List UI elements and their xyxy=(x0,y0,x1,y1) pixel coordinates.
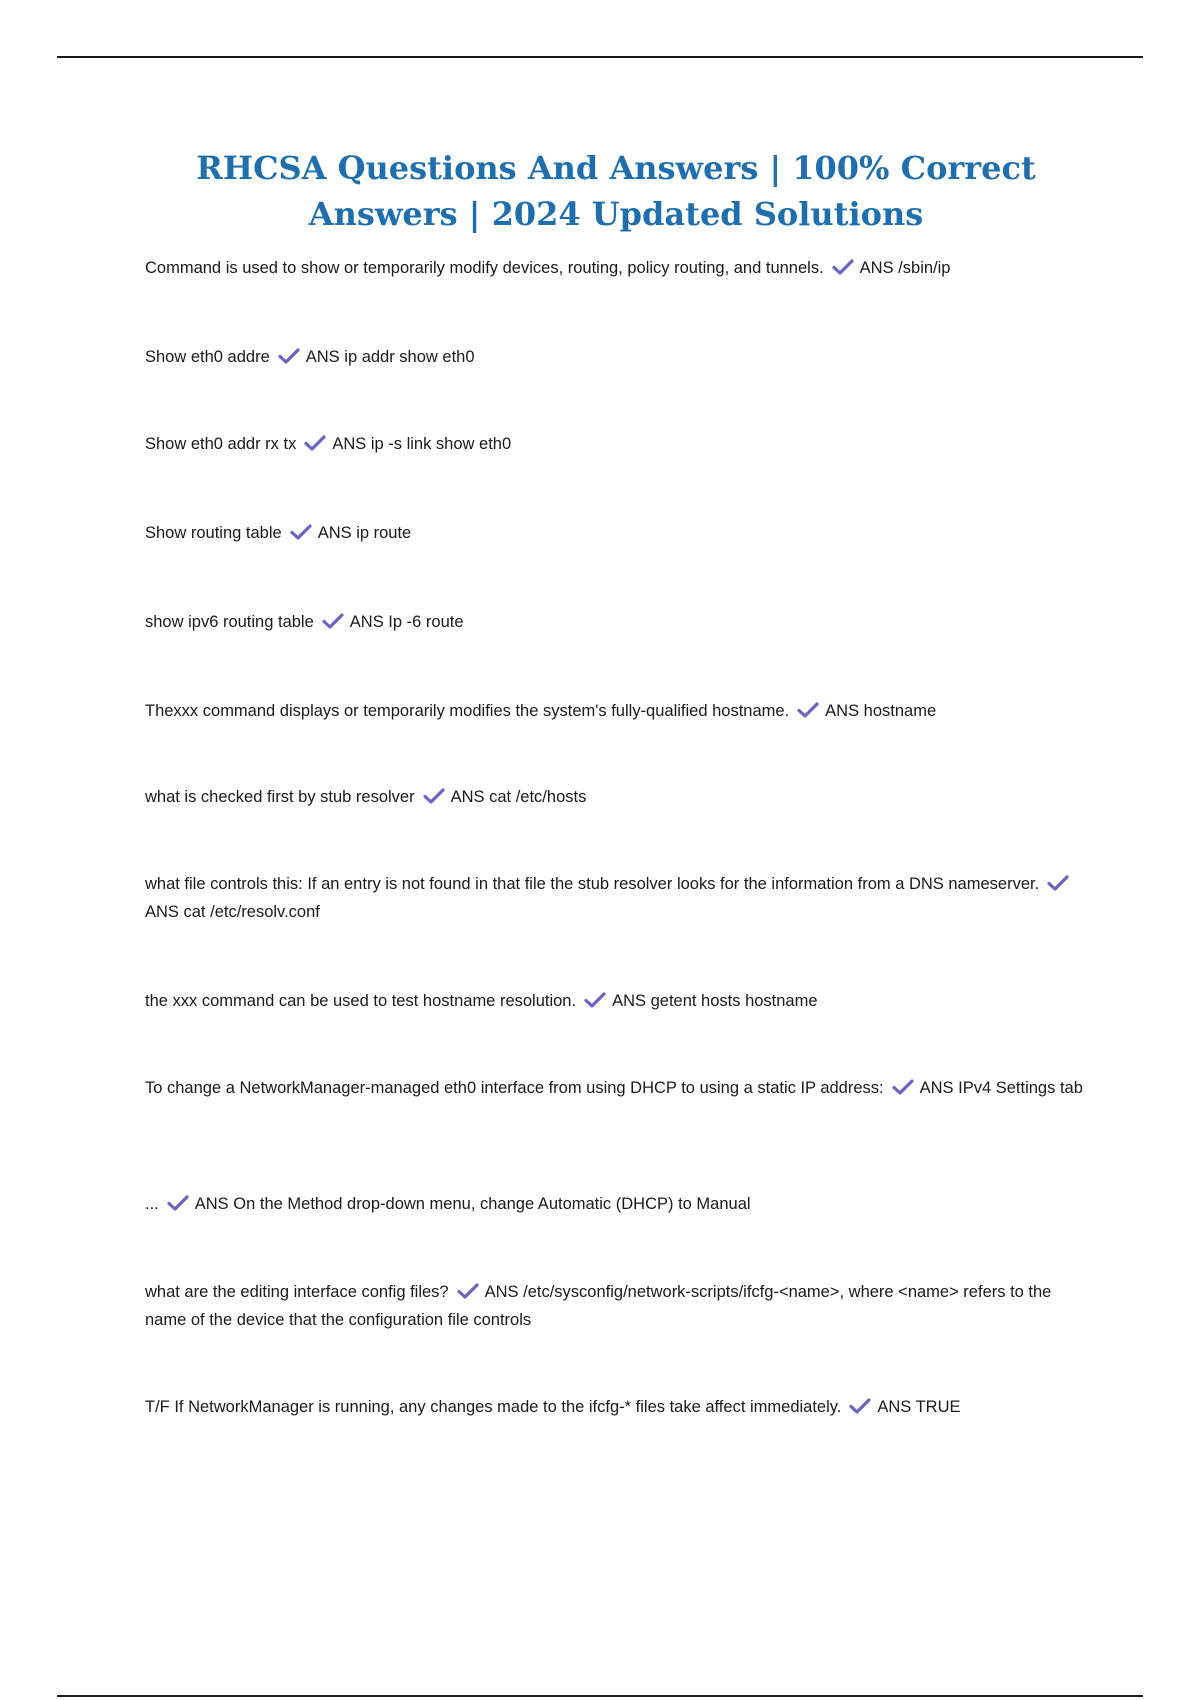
question-text: To change a NetworkManager-managed eth0 interface from using DHCP to using a static IP address: xyxy=(145,1079,884,1097)
question-text: what is checked first by stub resolver xyxy=(145,788,415,806)
answer-text: ANS getent hosts hostname xyxy=(612,992,818,1010)
checkmark-icon xyxy=(167,1195,189,1211)
question-text: ... xyxy=(145,1195,159,1213)
qa-item xyxy=(145,254,1085,282)
question-text: show ipv6 routing table xyxy=(145,613,314,631)
answer-text: ANS On the Method drop-down menu, change Automatic (DHCP) to Manual xyxy=(194,1195,751,1213)
answer-text: ANS cat /etc/resolv.conf xyxy=(145,903,320,921)
qa-item xyxy=(145,430,1085,458)
answer-text: ANS hostname xyxy=(825,702,937,720)
answer-text: ANS Ip -6 route xyxy=(349,613,464,631)
checkmark-icon xyxy=(1047,875,1069,891)
qa-item xyxy=(145,608,1085,636)
question-text: the xxx command can be used to test hostname resolution. xyxy=(145,992,577,1010)
checkmark-icon xyxy=(584,992,606,1008)
answer-text: ANS ip route xyxy=(317,524,412,542)
qa-item xyxy=(145,519,1085,547)
answer-text: ANS cat /etc/hosts xyxy=(450,788,587,806)
footer-rule xyxy=(57,1695,1143,1697)
question-text: Show eth0 addr rx tx xyxy=(145,435,297,453)
qa-item xyxy=(145,870,1085,926)
answer-text: ANS TRUE xyxy=(877,1398,961,1416)
question-text: what are the editing interface config files? xyxy=(145,1283,449,1301)
checkmark-icon xyxy=(892,1079,914,1095)
checkmark-icon xyxy=(797,702,819,718)
checkmark-icon xyxy=(832,259,854,275)
checkmark-icon xyxy=(849,1398,871,1414)
header-rule xyxy=(57,56,1143,58)
qa-item xyxy=(145,783,1085,811)
checkmark-icon xyxy=(278,348,300,364)
answer-text: ANS ip addr show eth0 xyxy=(305,348,475,366)
answer-text: ANS IPv4 Settings tab xyxy=(919,1079,1083,1097)
question-text: Show routing table xyxy=(145,524,282,542)
answer-text: ANS /sbin/ip xyxy=(859,259,951,277)
qa-item xyxy=(145,1393,1085,1421)
checkmark-icon xyxy=(457,1283,479,1299)
question-text: Thexxx command displays or temporarily modifies the system's fully-qualified hostname. xyxy=(145,702,790,720)
checkmark-icon xyxy=(290,524,312,540)
question-text: Show eth0 addre xyxy=(145,348,270,366)
question-text: Command is used to show or temporarily modify devices, routing, policy routing, and tunnels. xyxy=(145,259,824,277)
qa-item xyxy=(145,1278,1085,1334)
question-text: T/F If NetworkManager is running, any changes made to the ifcfg-* files take affect immediately. xyxy=(145,1398,842,1416)
checkmark-icon xyxy=(304,435,326,451)
checkmark-icon xyxy=(322,613,344,629)
qa-item xyxy=(145,987,1085,1015)
qa-item xyxy=(145,1074,1085,1102)
answer-text: ANS ip -s link show eth0 xyxy=(332,435,512,453)
checkmark-icon xyxy=(423,788,445,804)
qa-item xyxy=(145,343,1085,371)
qa-item xyxy=(145,1190,1085,1218)
qa-item xyxy=(145,697,1085,725)
answer-text: ANS /etc/sysconfig/network-scripts/ifcfg-<name>, where <name> refers to the name of the device that the configuration file controls xyxy=(145,1283,1052,1329)
document-title: RHCSA Questions And Answers | 100% Correct Answers | 2024 Updated Solutions xyxy=(196,149,1036,233)
question-text: what file controls this: If an entry is not found in that file the stub resolver looks for the information from a DNS nameserver. xyxy=(145,875,1040,893)
